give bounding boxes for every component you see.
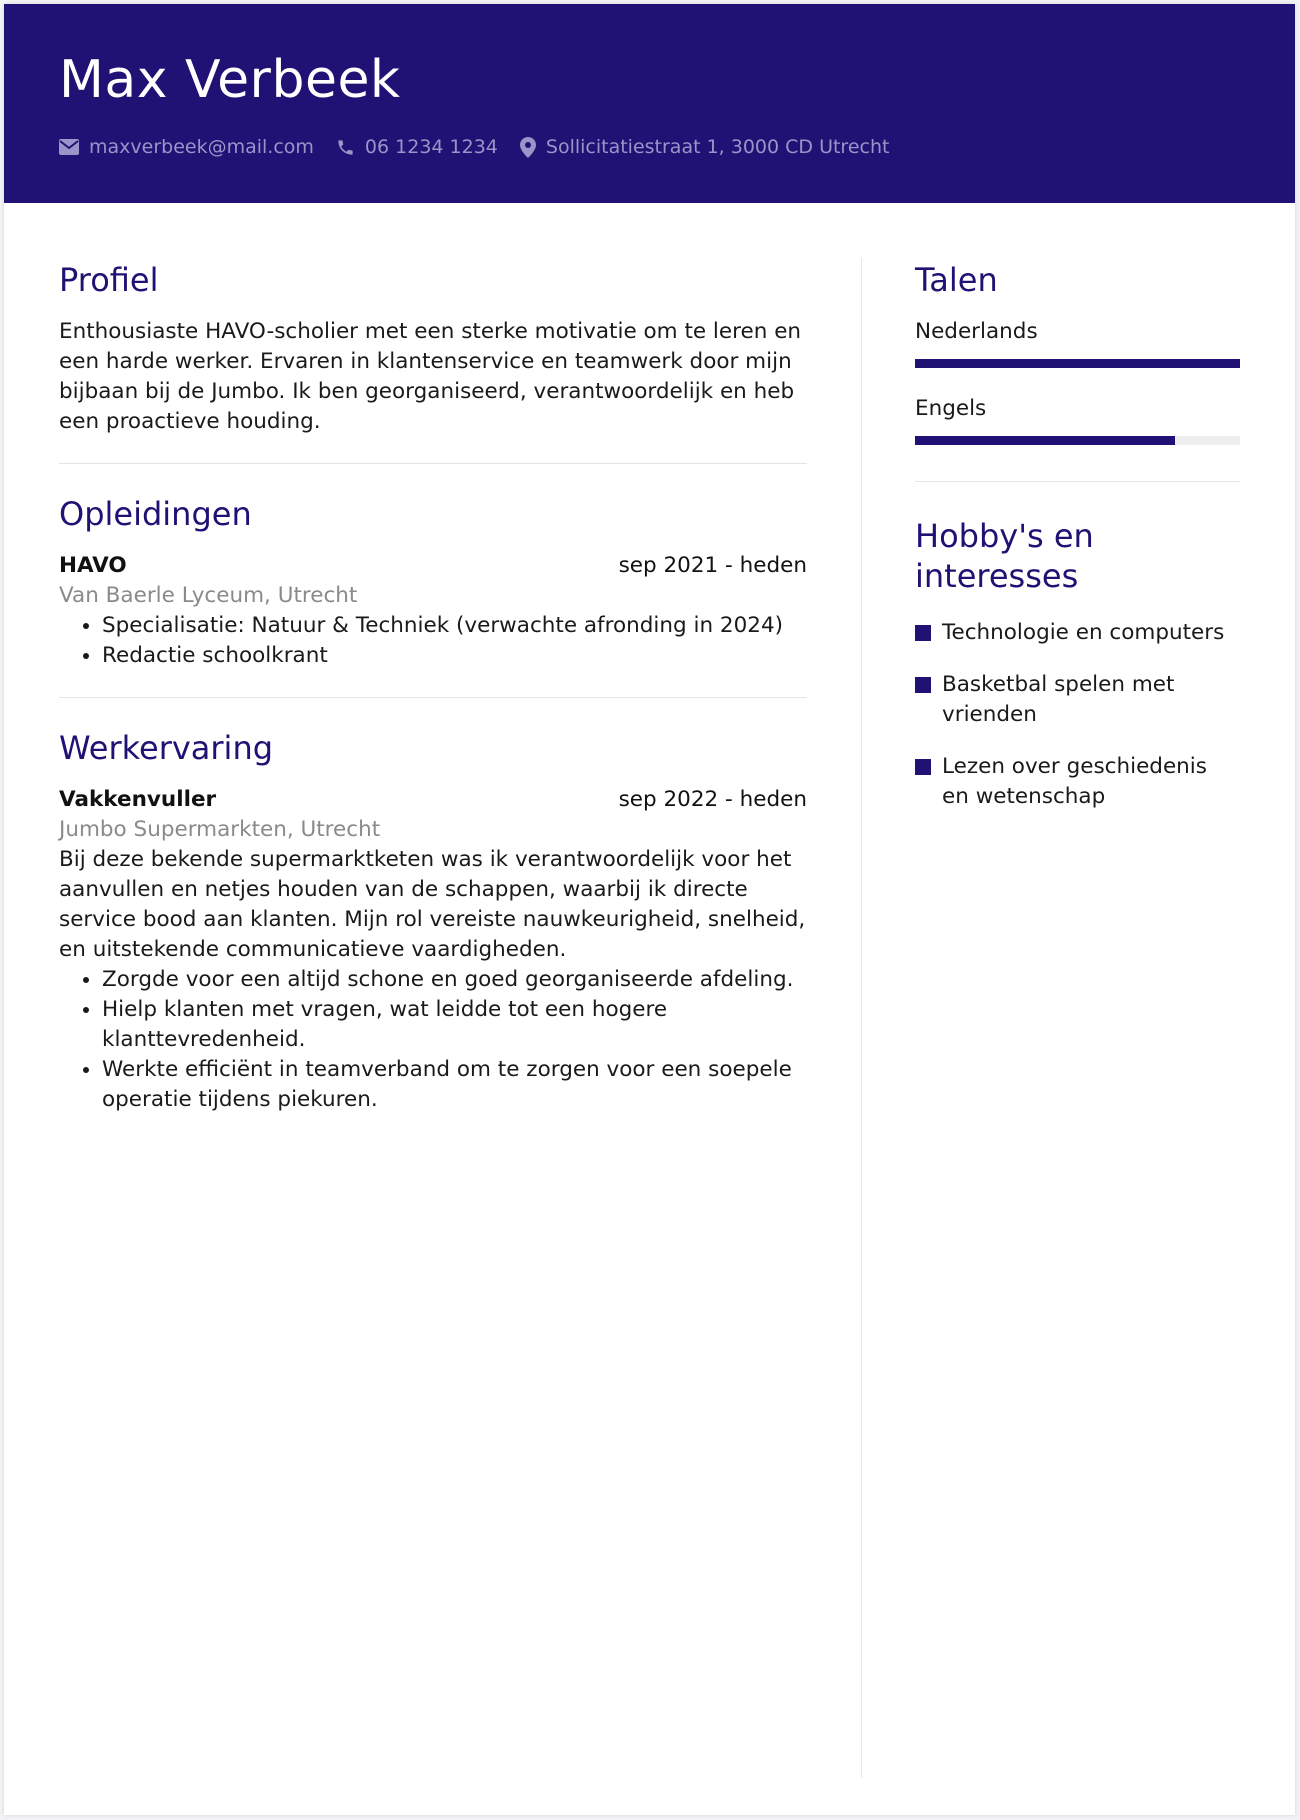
square-bullet-icon	[915, 759, 931, 775]
language-level-fill	[915, 359, 1240, 368]
experience-section	[59, 728, 807, 1115]
experience-title: Vakkenvuller	[59, 787, 217, 812]
column-divider	[861, 258, 862, 1778]
header-banner	[4, 4, 1295, 203]
experience-entry	[59, 785, 807, 1115]
experience-company: Jumbo Supermarkten, Utrecht	[59, 817, 381, 842]
side-column	[915, 260, 1240, 834]
language-name: Nederlands	[915, 319, 1038, 344]
education-entry-head	[59, 551, 807, 581]
education-bullets	[59, 611, 807, 671]
address-text: Sollicitatiestraat 1, 3000 CD Utrecht	[545, 136, 890, 158]
education-heading: Opleidingen	[59, 495, 252, 533]
profile-heading: Profiel	[59, 261, 159, 299]
phone-text: 06 1234 1234	[364, 136, 498, 158]
list-item	[915, 618, 1240, 648]
hobby-text: Technologie en computers	[942, 620, 1225, 645]
contact-address	[520, 136, 890, 158]
location-pin-icon	[520, 137, 546, 158]
language-level-fill	[915, 436, 1175, 445]
list-item: • Hielp klanten met vragen, wat leidde tot een hogere klanttevredenheid.	[102, 995, 807, 1055]
education-section	[59, 494, 807, 671]
language-level-bar	[915, 436, 1240, 445]
education-title: HAVO	[59, 553, 127, 578]
education-dates: sep 2021 - heden	[618, 553, 807, 578]
education-school: Van Baerle Lyceum, Utrecht	[59, 583, 358, 608]
list-item: • Werkte efficiënt in teamverband om te zorgen voor een soepele operatie tijdens piekuren.	[102, 1055, 807, 1115]
candidate-name: Max Verbeek	[59, 50, 401, 110]
section-divider	[59, 697, 807, 698]
resume-page	[4, 4, 1295, 1815]
list-item	[915, 670, 1240, 730]
contact-phone[interactable]	[336, 136, 498, 158]
languages-heading: Talen	[915, 261, 998, 299]
language-item	[915, 394, 1240, 445]
phone-icon	[336, 138, 365, 157]
hobbies-heading: Hobby's en interesses	[915, 517, 1094, 595]
main-column	[59, 260, 807, 1115]
experience-entry-head	[59, 785, 807, 815]
section-divider	[915, 481, 1240, 482]
square-bullet-icon	[915, 677, 931, 693]
experience-description: Bij deze bekende supermarktketen was ik verantwoordelijk voor het aanvullen en netjes houden van de schappen, waarbij ik directe service bood aan klanten. Mijn rol vereiste nauwkeurigheid, snelheid, en uitstekende communicatieve vaardigheden.	[59, 847, 806, 962]
email-text: maxverbeek@mail.com	[89, 136, 314, 158]
experience-dates: sep 2022 - heden	[618, 787, 807, 812]
language-item	[915, 317, 1240, 368]
hobby-text: Basketbal spelen met vrienden	[942, 672, 1175, 727]
language-level-bar	[915, 359, 1240, 368]
section-divider	[59, 463, 807, 464]
contact-bar	[59, 135, 911, 159]
square-bullet-icon	[915, 625, 931, 641]
experience-heading: Werkervaring	[59, 729, 274, 767]
envelope-icon	[59, 139, 89, 155]
contact-email[interactable]	[59, 136, 314, 158]
profile-section	[59, 260, 807, 437]
list-item: • Redactie schoolkrant	[102, 641, 807, 671]
experience-bullets	[59, 965, 807, 1115]
list-item: • Specialisatie: Natuur & Techniek (verwachte afronding in 2024)	[102, 611, 807, 641]
hobbies-list	[915, 618, 1240, 812]
profile-text: Enthousiaste HAVO-scholier met een sterke motivatie om te leren en een harde werker. Ervaren in klantenservice en teamwerk door mijn bijbaan bij de Jumbo. Ik ben georganiseerd, verantwoordelijk en heb een proactieve houding.	[59, 319, 802, 434]
education-entry	[59, 551, 807, 671]
list-item	[915, 752, 1240, 812]
languages-section	[915, 260, 1240, 445]
language-name: Engels	[915, 396, 987, 421]
list-item: • Zorgde voor een altijd schone en goed georganiseerde afdeling.	[102, 965, 807, 995]
hobby-text: Lezen over geschiedenis en wetenschap	[942, 754, 1207, 809]
hobbies-section	[915, 516, 1240, 812]
